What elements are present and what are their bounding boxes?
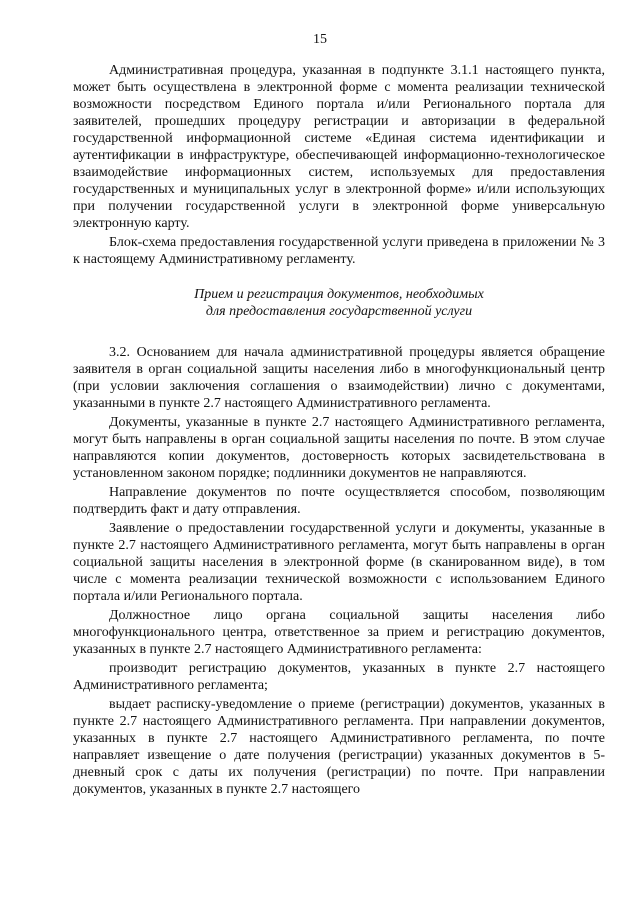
paragraph: производит регистрацию документов, указанных в пункте 2.7 настоящего Административного регламента; bbox=[73, 661, 605, 693]
paragraph: 3.2. Основанием для начала административной процедуры является обращение заявителя в орган социальной защиты населения либо в многофункциональный центр (при условии заключения соглашения о взаимодействии) лично с документами, указанными в пункте 2.7 настоящего Административного регламента. bbox=[73, 345, 605, 411]
document-body bbox=[73, 62, 605, 800]
section-heading-line: для предоставления государственной услуги bbox=[205, 304, 473, 319]
paragraph: Должностное лицо органа социальной защиты населения либо многофункционального центра, ответственное за прием и регистрацию документов, указанных в пункте 2.7 настоящего Административного регламента: bbox=[73, 608, 605, 657]
paragraph: Документы, указанные в пункте 2.7 настоящего Административного регламента, могут быть направлены в орган социальной защиты населения по почте. В этом случае направляются копии документов, достоверность которых засвидетельствована в установленном законом порядке; подлинники документов не направляются. bbox=[73, 415, 605, 481]
page-number: 15 bbox=[313, 32, 327, 47]
paragraph: Направление документов по почте осуществляется способом, позволяющим подтвердить факт и дату отправления. bbox=[73, 485, 605, 517]
paragraph: Административная процедура, указанная в подпункте 3.1.1 настоящего пункта, может быть осуществлена в электронной форме с момента реализации технической возможности посредством Единого портала и/или Регионального портала для заявителей, прошедших процедуру регистрации и авторизации в федеральной государственной информационной системе «Единая система идентификации и аутентификации в инфраструктуре, обеспечивающей информационно-технологическое взаимодействие информационных систем, используемых для предоставления государственных и муниципальных услуг в электронной форме» и/или использующих при получении государственной услуги в электронной форме универсальную электронную карту. bbox=[73, 63, 605, 231]
section-heading bbox=[73, 286, 605, 320]
paragraph: выдает расписку-уведомление о приеме (регистрации) документов, указанных в пункте 2.7 настоящего Административного регламента. При направлении документов, указанных в пункте 2.7 настоящего Административного регламента, по почте направляет извещение о дате получения (регистрации) указанных документов в 5-дневный срок с даты их получения (регистрации) по почте. При направлении документов, указанных в пункте 2.7 настоящего bbox=[73, 697, 605, 797]
section-heading-line: Прием и регистрация документов, необходимых bbox=[194, 287, 484, 302]
paragraph: Блок-схема предоставления государственной услуги приведена в приложении № 3 к настоящему Административному регламенту. bbox=[73, 235, 605, 267]
paragraph: Заявление о предоставлении государственной услуги и документы, указанные в пункте 2.7 настоящего Административного регламента, могут быть направлены в орган социальной защиты населения в электронной форме (в сканированном виде), в том числе с момента реализации технической возможности с использованием Единого портала и/или Регионального портала. bbox=[73, 521, 605, 604]
